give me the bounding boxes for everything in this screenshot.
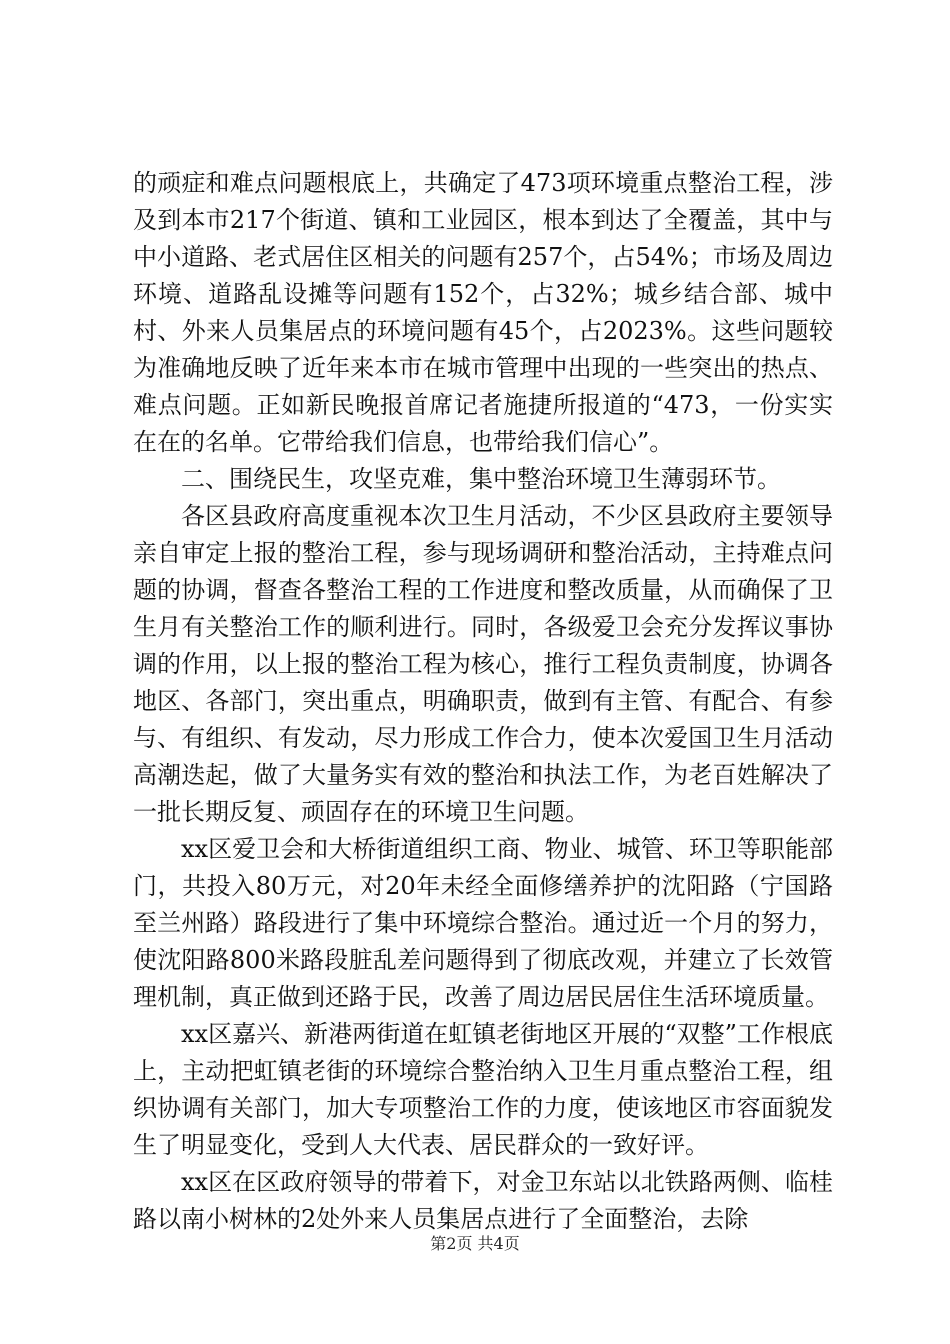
paragraph-2-heading: 二、围绕民生，攻坚克难，集中整治环境卫生薄弱环节。 bbox=[181, 465, 781, 493]
paragraph-5: xx区嘉兴、新港两街道在虹镇老街地区开展的“双整”工作根底上，主动把虹镇老街的环境综合整治纳入卫生月重点整治工程，组织协调有关部门，加大专项整治工作的力度，使该地区市容面貌发生了明显变化，受到人大代表、居民群众的一致好评。 bbox=[133, 1020, 833, 1159]
page-footer: 第2页 共4页 bbox=[430, 1234, 520, 1253]
paragraph-6: xx区在区政府领导的带着下，对金卫东站以北铁路两侧、临桂路以南小树林的2处外来人员集居点进行了全面整治，去除 bbox=[133, 1168, 833, 1233]
paragraph-4: xx区爱卫会和大桥街道组织工商、物业、城管、环卫等职能部门，共投入80万元，对20年未经全面修缮养护的沈阳路（宁国路至兰州路）路段进行了集中环境综合整治。通过近一个月的努力，使沈阳路800米路段脏乱差问题得到了彻底改观，并建立了长效管理机制，真正做到还路于民，改善了周边居民居住生活环境质量。 bbox=[133, 835, 833, 1011]
paragraph-3: 各区县政府高度重视本次卫生月活动，不少区县政府主要领导亲自审定上报的整治工程，参与现场调研和整治活动，主持难点问题的协调，督查各整治工程的工作进度和整改质量，从而确保了卫生月有关整治工作的顺利进行。同时，各级爱卫会充分发挥议事协调的作用，以上报的整治工程为核心，推行工程负责制度，协调各地区、各部门，突出重点，明确职责，做到有主管、有配合、有参与、有组织、有发动，尽力形成工作合力，使本次爱国卫生月活动高潮迭起，做了大量务实有效的整治和执法工作，为老百姓解决了一批长期反复、顽固存在的环境卫生问题。 bbox=[133, 502, 833, 826]
document-body bbox=[133, 165, 833, 1238]
paragraph-1: 的顽症和难点问题根底上，共确定了473项环境重点整治工程，涉及到本市217个街道、镇和工业园区，根本到达了全覆盖，其中与中小道路、老式居住区相关的问题有257个，占54%；市场及周边环境、道路乱设摊等问题有152个，占32%；城乡结合部、城中村、外来人员集居点的环境问题有45个，占2023%。这些问题较为准确地反映了近年来本市在城市管理中出现的一些突出的热点、难点问题。正如新民晚报首席记者施捷所报道的“473，一份实实在在的名单。它带给我们信息，也带给我们信心”。 bbox=[133, 169, 833, 456]
